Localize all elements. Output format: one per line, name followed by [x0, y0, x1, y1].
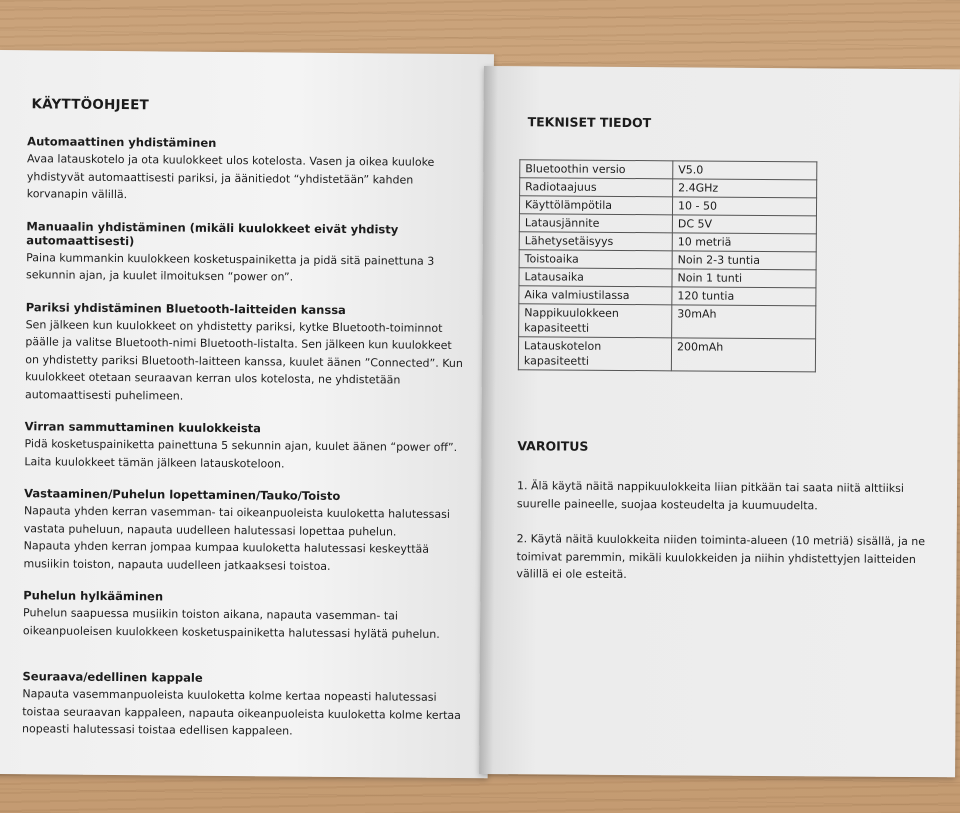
spec-label: Bluetoothin versio: [520, 160, 673, 179]
spec-value: 10 - 50: [672, 197, 816, 216]
spec-value: V5.0: [673, 161, 817, 180]
spec-label: Radiotaajuus: [520, 178, 673, 197]
table-row: [519, 214, 816, 234]
table-row: [520, 178, 817, 198]
table-row: [518, 337, 815, 372]
table-row: [519, 268, 816, 288]
spec-value: DC 5V: [672, 215, 816, 234]
warning-item: 2. Käytä näitä kuulokkeita niiden toiminta-alueen (10 metriä) sisällä, ja ne toimivat paremmin, mikäli kuulokkeiden ja niihin yhdistettyjen laitteiden välillä ei ole esteitä.: [516, 532, 926, 582]
instructions-content: [22, 96, 468, 757]
spec-value: 10 metriä: [672, 233, 816, 252]
spec-label: Aika valmiustilassa: [519, 286, 672, 305]
spec-label: Lähetysetäisyys: [519, 232, 672, 251]
spec-value: 120 tuntia: [672, 287, 816, 306]
section-text: Puhelun saapuessa musiikin toiston aikana, napauta vasemman- tai oikeanpuoleisen kuulokkeen kosketuspainiketta halutessasi hylätä puhelun.: [22, 606, 440, 641]
section-bluetooth-pairing: [25, 300, 466, 407]
spec-label: Latauskotelon kapasiteetti: [518, 337, 671, 371]
tech-specs-heading: TEKNISET TIEDOT: [527, 114, 652, 131]
spec-value: 200mAh: [671, 338, 815, 372]
table-row: [519, 196, 816, 216]
spec-label: Latausjännite: [519, 214, 672, 233]
section-text: Paina kummankin kuulokkeen kosketuspainiketta ja pidä sitä painettuna 3 sekunnin ajan, ja kuulet ilmoituksen “power on”.: [25, 250, 435, 284]
spec-label: Latausaika: [519, 268, 672, 287]
right-page: [479, 66, 960, 777]
section-manual-pairing: [26, 219, 467, 288]
section-title: Puhelun hylkääminen: [23, 588, 164, 604]
section-text: Pidä kosketuspainiketta painettuna 5 sekunnin ajan, kuulet äänen “power off”. Laita kuulokkeet tämän jälkeen latauskoteloon.: [24, 437, 458, 470]
table-row: [519, 304, 816, 339]
section-title: Virran sammuttaminen kuulokkeista: [24, 419, 262, 436]
table-row: [520, 160, 817, 180]
left-page: [0, 50, 494, 778]
section-title: Pariksi yhdistäminen Bluetooth-laitteiden kanssa: [25, 299, 346, 317]
section-power-off: [24, 419, 464, 474]
table-row: [519, 232, 816, 252]
section-title: Seuraava/edellinen kappale: [22, 669, 203, 685]
spec-value: 30mAh: [672, 305, 816, 339]
section-title: Automaattinen yhdistäminen: [27, 134, 217, 150]
spec-label: Käyttölämpötila: [519, 196, 672, 215]
section-text: Napauta vasemmanpuoleista kuuloketta kolme kertaa nopeasti halutessasi toistaa seuraavan kappaleen, napauta oikeanpuoleista kuuloketta kolme kertaa nopeasti halutessasi toistaa edellisen kappaleen.: [22, 687, 461, 738]
spec-label: Toistoaika: [519, 250, 672, 269]
section-answer-pause-play: [23, 486, 464, 576]
spec-value: 2.4GHz: [673, 179, 817, 198]
section-text: Avaa latauskotelo ja ota kuulokkeet ulos kotelosta. Vasen ja oikea kuuloke yhdistyvät automaattisesti pariksi, ja äänitiedot “yhdistetään” kahden korvanapin välillä.: [26, 152, 435, 202]
warning-heading: VAROITUS: [517, 438, 589, 454]
section-next-previous-track: [22, 669, 463, 741]
section-title: Vastaaminen/Puhelun lopettaminen/Tauko/Toisto: [24, 486, 341, 503]
spec-value: Noin 2-3 tuntia: [672, 251, 816, 270]
spec-label: Nappikuulokkeen kapasiteetti: [519, 304, 672, 338]
section-text: Sen jälkeen kun kuulokkeet on yhdistetty pariksi, kytke Bluetooth-toiminnot päälle ja valitse Bluetooth-nimi Bluetooth-listalta. Sen jälkeen kun kuulokkeet on yhdistetty pariksi Bluetooth-laitteen kanssa, kuulet äänen ”Connected”. Kun kuulokkeet otetaan seuraavan kerran ulos kotelosta, ne yhdistetään automaattisesti puhelimeen.: [24, 317, 463, 403]
section-text: Napauta yhden kerran jompaa kumpaa kuuloketta halutessasi keskeyttää musiikin toiston, napauta uudelleen jatkaaksesi toistoa.: [23, 539, 430, 573]
table-row: [519, 286, 816, 306]
tech-specs-content: [516, 114, 929, 603]
section-reject-call: [23, 588, 463, 643]
table-row: [519, 250, 816, 270]
section-title: Manuaalin yhdistäminen (mikäli kuulokkeet eivät yhdisty automaattisesti): [26, 218, 399, 248]
specs-table: [518, 159, 817, 372]
section-automatic-pairing: [27, 134, 468, 206]
section-text: Napauta yhden kerran vasemman- tai oikeanpuoleista kuuloketta halutessasi vastata puheluun, napauta uudelleen halutessasi lopettaa puhelun.: [23, 504, 450, 538]
instructions-heading: KÄYTTÖOHJEET: [31, 96, 150, 114]
warning-item: 1. Älä käytä näitä nappikuulokkeita liian pitkään tai saata niitä alttiiksi suurelle paineelle, suojaa kosteudelta ja kuumuudelta.: [516, 479, 904, 512]
spec-value: Noin 1 tunti: [672, 269, 816, 288]
